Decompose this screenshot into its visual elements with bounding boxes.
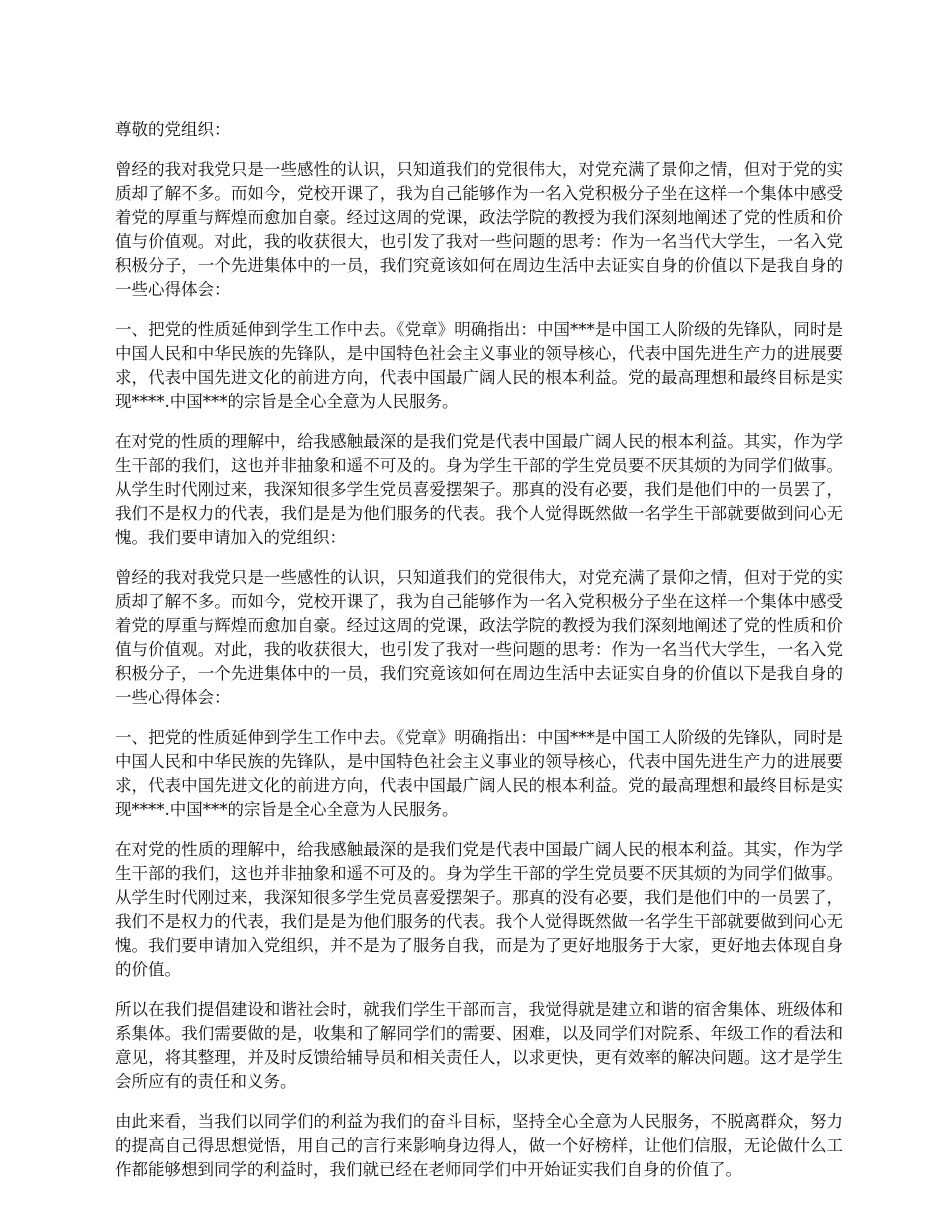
paragraph-3: 在对党的性质的理解中，给我感触最深的是我们党是代表中国最广阔人民的根本利益。其实，作为学生干部的我们，这也并非抽象和遥不可及的。身为学生干部的学生党员要不厌其烦的为同学们做事。从学生时代刚过来，我深知很多学生党员喜爱摆架子。那真的没有必要，我们是他们中的一员罢了，我们不是权力的代表，我们是是为他们服务的代表。我个人觉得既然做一名学生干部就要做到问心无愧。我们要申请加入的党组织： (115, 432, 843, 547)
paragraph-8: 由此来看，当我们以同学们的利益为我们的奋斗目标，坚持全心全意为人民服务，不脱离群众，努力的提高自己得思想觉悟，用自己的言行来影响身边得人，做一个好榜样，让他们信服，无论做什么工作都能够想到同学的利益时，我们就已经在老师同学们中开始证实我们自身的价值了。 (115, 1112, 843, 1179)
salutation: 尊敬的党组织： (115, 120, 231, 139)
paragraph-2: 一、把党的性质延伸到学生工作中去。《党章》明确指出：中国***是中国工人阶级的先锋队，同时是中国人民和中华民族的先锋队，是中国特色社会主义事业的领导核心，代表中国先进生产力的进展要求，代表中国先进文化的前进方向，代表中国最广阔人民的根本利益。党的最高理想和最终目标是实现****.中国***的宗旨是全心全意为人民服务。 (115, 320, 843, 411)
paragraph-5: 一、把党的性质延伸到学生工作中去。《党章》明确指出：中国***是中国工人阶级的先锋队，同时是中国人民和中华民族的先锋队，是中国特色社会主义事业的领导核心，代表中国先进生产力的进展要求，代表中国先进文化的前进方向，代表中国最广阔人民的根本利益。党的最高理想和最终目标是实现****.中国***的宗旨是全心全意为人民服务。 (115, 728, 843, 819)
paragraph-7: 所以在我们提倡建设和谐社会时，就我们学生干部而言，我觉得就是建立和谐的宿舍集体、班级体和系集体。我们需要做的是，收集和了解同学们的需要、困难，以及同学们对院系、年级工作的看法和意见，将其整理，并及时反馈给辅导员和相关责任人，以求更快，更有效率的解决问题。这才是学生会所应有的责任和义务。 (115, 1000, 843, 1091)
paragraph-4: 曾经的我对我党只是一些感性的认识，只知道我们的党很伟大，对党充满了景仰之情，但对于党的实质却了解不多。而如今，党校开课了，我为自己能够作为一名入党积极分子坐在这样一个集体中感受着党的厚重与辉煌而愈加自豪。经过这周的党课，政法学院的教授为我们深刻地阐述了党的性质和价值与价值观。对此，我的收获很大，也引发了我对一些问题的思考：作为一名当代大学生，一名入党积极分子，一个先进集体中的一员，我们究竟该如何在周边生活中去证实自身的价值以下是我自身的一些心得体会： (115, 568, 843, 707)
document-page (115, 118, 843, 1198)
paragraph-1: 曾经的我对我党只是一些感性的认识，只知道我们的党很伟大，对党充满了景仰之情，但对于党的实质却了解不多。而如今，党校开课了，我为自己能够作为一名入党积极分子坐在这样一个集体中感受着党的厚重与辉煌而愈加自豪。经过这周的党课，政法学院的教授为我们深刻地阐述了党的性质和价值与价值观。对此，我的收获很大，也引发了我对一些问题的思考：作为一名当代大学生，一名入党积极分子，一个先进集体中的一员，我们究竟该如何在周边生活中去证实自身的价值以下是我自身的一些心得体会： (115, 160, 843, 299)
paragraph-6: 在对党的性质的理解中，给我感触最深的是我们党是代表中国最广阔人民的根本利益。其实，作为学生干部的我们，这也并非抽象和遥不可及的。身为学生干部的学生党员要不厌其烦的为同学们做事。从学生时代刚过来，我深知很多学生党员喜爱摆架子。那真的没有必要，我们是他们中的一员罢了，我们不是权力的代表，我们是是为他们服务的代表。我个人觉得既然做一名学生干部就要做到问心无愧。我们要申请加入党组织，并不是为了服务自我，而是为了更好地服务于大家，更好地去体现自身的价值。 (115, 840, 843, 979)
